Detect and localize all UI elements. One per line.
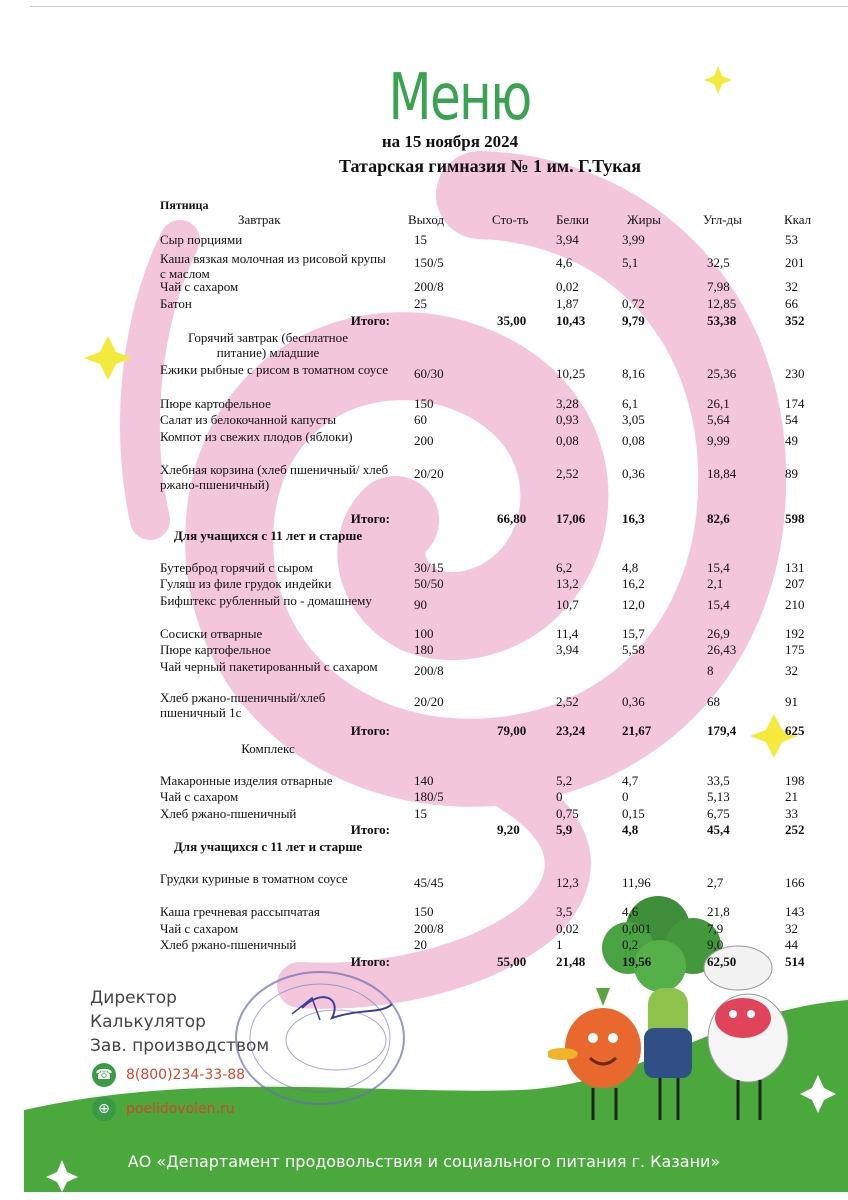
column-header-protein: Белки <box>556 212 589 227</box>
menu-item-name: Бутерброд горячий с сыром <box>160 560 313 575</box>
cell-kcal: 514 <box>785 954 805 969</box>
cell-kcal: 32 <box>785 279 798 294</box>
cell-fat: 9,79 <box>622 313 645 328</box>
cell-protein: 13,2 <box>556 576 579 591</box>
cell-kcal: 174 <box>785 396 805 411</box>
cell-cost: 9,20 <box>497 822 520 837</box>
cell-out: 150/5 <box>414 255 444 270</box>
signature-deputy: Зав. производством <box>90 1036 270 1056</box>
cell-carbs: 53,38 <box>707 313 737 328</box>
cell-protein: 3,5 <box>556 904 573 919</box>
cell-cost: 66,80 <box>497 511 527 526</box>
cell-protein: 5,9 <box>556 822 573 837</box>
cell-kcal: 143 <box>785 904 805 919</box>
cell-carbs: 21,8 <box>707 904 730 919</box>
cell-carbs: 26,1 <box>707 396 730 411</box>
school-name: Татарская гимназия № 1 им. Г.Тукая <box>338 156 642 176</box>
cell-kcal: 131 <box>785 560 805 575</box>
cell-protein: 2,52 <box>556 694 579 709</box>
cell-carbs: 15,4 <box>707 597 730 612</box>
cell-fat: 15,7 <box>622 626 645 641</box>
cell-protein: 0,02 <box>556 921 579 936</box>
phone-number: 8(800)234-33-88 <box>126 1067 246 1083</box>
cell-fat: 4,8 <box>622 822 639 837</box>
cell-protein: 3,94 <box>556 232 579 247</box>
cell-kcal: 32 <box>785 921 798 936</box>
menu-item-name: Грудки куриные в томатном соусе <box>160 871 348 886</box>
cell-protein: 10,7 <box>556 597 579 612</box>
cell-fat: 0,001 <box>622 921 652 936</box>
cell-kcal: 66 <box>785 296 798 311</box>
cell-protein: 3,28 <box>556 396 579 411</box>
cell-protein: 6,2 <box>556 560 573 575</box>
cell-carbs: 7,9 <box>707 921 724 936</box>
cell-kcal: 21 <box>785 789 798 804</box>
cell-fat: 21,67 <box>622 723 652 738</box>
cell-kcal: 201 <box>785 255 805 270</box>
cell-out: 180/5 <box>414 789 444 804</box>
cell-out: 90 <box>414 597 427 612</box>
cell-carbs: 8 <box>707 663 714 678</box>
cell-carbs: 25,36 <box>707 366 737 381</box>
menu-item-name: Чай черный пакетированный с сахаром <box>160 659 378 674</box>
menu-item-name: Пюре картофельное <box>160 396 271 411</box>
cell-carbs: 12,85 <box>707 296 737 311</box>
cell-kcal: 352 <box>785 313 805 328</box>
globe-icon: ⊕ <box>92 1097 116 1121</box>
section-heading: Комплекс <box>241 741 295 756</box>
cell-cost: 35,00 <box>497 313 527 328</box>
menu-item-name: Хлеб ржано-пшеничный <box>160 806 297 821</box>
cell-carbs: 26,9 <box>707 626 730 641</box>
cell-fat: 0,72 <box>622 296 645 311</box>
cell-kcal: 166 <box>785 875 805 890</box>
cell-cost: 79,00 <box>497 723 527 738</box>
cell-kcal: 230 <box>785 366 805 381</box>
cell-carbs: 2,7 <box>707 875 724 890</box>
cell-protein: 10,43 <box>556 313 586 328</box>
cell-fat: 0 <box>622 789 629 804</box>
menu-item-name: Хлеб ржано-пшеничный/хлеб пшеничный 1с <box>160 690 326 720</box>
cell-protein: 0,02 <box>556 279 579 294</box>
cell-kcal: 598 <box>785 511 805 526</box>
column-header-cost: Сто-ть <box>492 212 529 227</box>
cell-out: 180 <box>414 642 434 657</box>
cell-carbs: 7,98 <box>707 279 730 294</box>
total-label: Итого: <box>350 954 390 969</box>
cell-kcal: 89 <box>785 466 798 481</box>
menu-item-name: Каша вязкая молочная из рисовой крупы с маслом <box>160 251 386 281</box>
cell-carbs: 5,64 <box>707 412 730 427</box>
cell-out: 150 <box>414 396 434 411</box>
cell-carbs: 9,99 <box>707 433 730 448</box>
column-header-carbs: Угл-ды <box>703 212 742 227</box>
cell-protein: 21,48 <box>556 954 586 969</box>
menu-item-name: Каша гречневая рассыпчатая <box>160 904 320 919</box>
cell-carbs: 179,4 <box>707 723 737 738</box>
cell-kcal: 44 <box>785 937 798 952</box>
cell-fat: 0,15 <box>622 806 645 821</box>
section-heading: Для учащихся с 11 лет и старше <box>173 528 363 543</box>
cell-out: 15 <box>414 806 427 821</box>
menu-item-name: Салат из белокочанной капусты <box>160 412 337 427</box>
menu-item-name: Батон <box>160 296 192 311</box>
cell-carbs: 2,1 <box>707 576 724 591</box>
cell-fat: 3,99 <box>622 232 645 247</box>
cell-protein: 0,75 <box>556 806 579 821</box>
cell-out: 200/8 <box>414 279 444 294</box>
total-label: Итого: <box>350 723 390 738</box>
cell-kcal: 192 <box>785 626 805 641</box>
cell-carbs: 82,6 <box>707 511 730 526</box>
total-label: Итого: <box>350 822 390 837</box>
cell-carbs: 45,4 <box>707 822 730 837</box>
cell-out: 50/50 <box>414 576 444 591</box>
cell-protein: 12,3 <box>556 875 579 890</box>
cell-kcal: 49 <box>785 433 798 448</box>
menu-item-name: Чай с сахаром <box>160 279 239 294</box>
cell-carbs: 5,13 <box>707 789 730 804</box>
cell-kcal: 91 <box>785 694 798 709</box>
cell-out: 15 <box>414 232 427 247</box>
phone-icon: ☎ <box>92 1063 116 1087</box>
cell-carbs: 32,5 <box>707 255 730 270</box>
cell-out: 60/30 <box>414 366 444 381</box>
cell-kcal: 175 <box>785 642 805 657</box>
column-header-fat: Жиры <box>627 212 661 227</box>
cell-kcal: 32 <box>785 663 798 678</box>
cell-kcal: 53 <box>785 232 798 247</box>
cell-fat: 0,36 <box>622 466 645 481</box>
cell-out: 30/15 <box>414 560 444 575</box>
cell-protein: 3,94 <box>556 642 579 657</box>
menu-item-name: Гуляш из филе грудок индейки <box>160 576 332 591</box>
column-header-kcal: Ккал <box>784 212 812 227</box>
cell-out: 60 <box>414 412 427 427</box>
menu-item-name: Чай с сахаром <box>160 921 239 936</box>
cell-kcal: 252 <box>785 822 805 837</box>
cell-out: 100 <box>414 626 434 641</box>
cell-protein: 1,87 <box>556 296 579 311</box>
cell-kcal: 54 <box>785 412 798 427</box>
cell-out: 45/45 <box>414 875 444 890</box>
menu-item-name: Бифштекс рубленный по - домашнему <box>160 593 372 608</box>
cell-protein: 0 <box>556 789 563 804</box>
menu-item-name: Хлебная корзина (хлеб пшеничный/ хлеб ржано-пшеничный) <box>160 462 389 492</box>
menu-item-name: Ежики рыбные с рисом в томатном соусе <box>160 362 389 377</box>
menu-item-name: Компот из свежих плодов (яблоки) <box>160 429 353 444</box>
section-heading: Горячий завтрак (бесплатное питание) младшие <box>187 330 349 360</box>
cell-cost: 55,00 <box>497 954 527 969</box>
menu-date: на 15 ноября 2024 <box>381 132 519 151</box>
cell-carbs: 62,50 <box>707 954 737 969</box>
cell-kcal: 198 <box>785 773 805 788</box>
cell-fat: 4,8 <box>622 560 639 575</box>
cell-carbs: 6,75 <box>707 806 730 821</box>
cell-kcal: 625 <box>785 723 805 738</box>
cell-carbs: 68 <box>707 694 720 709</box>
cell-out: 200 <box>414 433 434 448</box>
cell-carbs: 18,84 <box>707 466 737 481</box>
menu-item-name: Пюре картофельное <box>160 642 271 657</box>
cell-fat: 5,1 <box>622 255 639 270</box>
cell-out: 200/8 <box>414 921 444 936</box>
cell-fat: 3,05 <box>622 412 645 427</box>
cell-fat: 4,7 <box>622 773 639 788</box>
total-label: Итого: <box>350 313 390 328</box>
cell-protein: 23,24 <box>556 723 586 738</box>
website-link[interactable]: poelidovolen.ru <box>126 1101 235 1117</box>
cell-fat: 16,3 <box>622 511 645 526</box>
cell-out: 200/8 <box>414 663 444 678</box>
cell-kcal: 210 <box>785 597 805 612</box>
cell-protein: 2,52 <box>556 466 579 481</box>
cell-carbs: 26,43 <box>707 642 737 657</box>
cell-carbs: 15,4 <box>707 560 730 575</box>
cell-carbs: 33,5 <box>707 773 730 788</box>
day-of-week: Пятница <box>160 198 209 212</box>
cell-carbs: 9,0 <box>707 937 724 952</box>
cell-out: 20/20 <box>414 694 444 709</box>
cell-fat: 6,1 <box>622 396 639 411</box>
cell-kcal: 33 <box>785 806 798 821</box>
signature-calculator: Калькулятор <box>90 1012 206 1032</box>
cell-protein: 17,06 <box>556 511 586 526</box>
column-header-out: Выход <box>408 212 445 227</box>
cell-protein: 4,6 <box>556 255 573 270</box>
menu-item-name: Сосиски отварные <box>160 626 263 641</box>
cell-out: 150 <box>414 904 434 919</box>
cell-protein: 5,2 <box>556 773 573 788</box>
cell-protein: 0,93 <box>556 412 579 427</box>
cell-kcal: 207 <box>785 576 805 591</box>
cell-fat: 4,6 <box>622 904 639 919</box>
menu-title: Меню <box>388 61 531 135</box>
official-stamp <box>232 968 408 1108</box>
menu-item-name: Чай с сахаром <box>160 789 239 804</box>
cell-protein: 1 <box>556 937 563 952</box>
cell-out: 25 <box>414 296 427 311</box>
cell-fat: 16,2 <box>622 576 645 591</box>
cell-fat: 5,58 <box>622 642 645 657</box>
cell-out: 20 <box>414 937 427 952</box>
menu-item-name: Хлеб ржано-пшеничный <box>160 937 297 952</box>
cell-protein: 0,08 <box>556 433 579 448</box>
cell-out: 20/20 <box>414 466 444 481</box>
column-header-meal: Завтрак <box>238 212 281 227</box>
cell-protein: 10,25 <box>556 366 586 381</box>
section-heading: Для учащихся с 11 лет и старше <box>173 839 363 854</box>
cell-protein: 11,4 <box>556 626 579 641</box>
cell-fat: 12,0 <box>622 597 645 612</box>
company-name: АО «Департамент продовольствия и социального питания г. Казани» <box>127 1152 721 1171</box>
signature-director: Директор <box>90 988 177 1008</box>
menu-item-name: Макаронные изделия отварные <box>160 773 333 788</box>
mascots-illustration <box>548 888 808 1128</box>
total-label: Итого: <box>350 511 390 526</box>
cell-fat: 0,08 <box>622 433 645 448</box>
cell-fat: 11,96 <box>622 875 651 890</box>
menu-item-name: Сыр порциями <box>160 232 243 247</box>
cell-fat: 19,56 <box>622 954 652 969</box>
cell-out: 140 <box>414 773 434 788</box>
cell-fat: 0,36 <box>622 694 645 709</box>
cell-fat: 0,2 <box>622 937 639 952</box>
cell-fat: 8,16 <box>622 366 645 381</box>
